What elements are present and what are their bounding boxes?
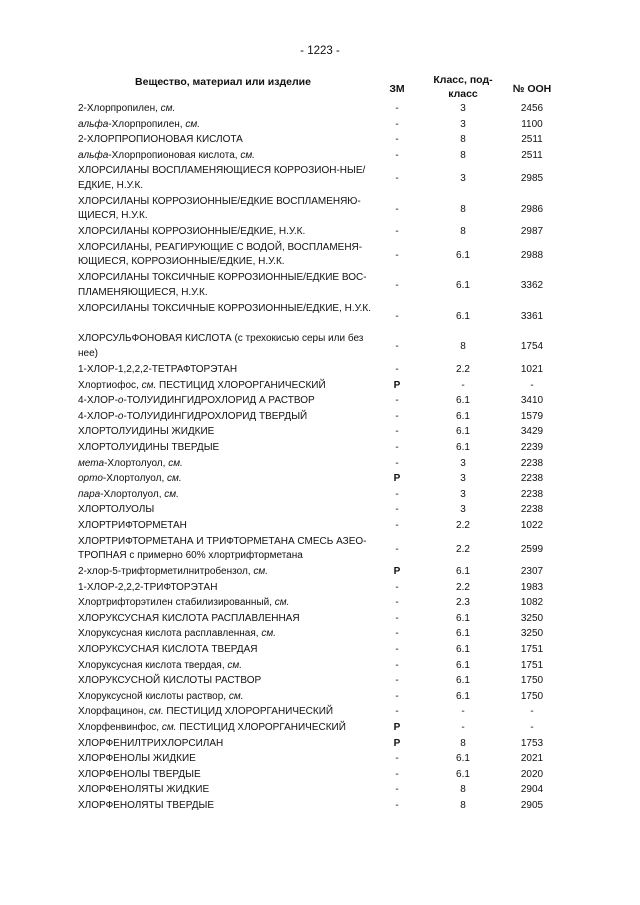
un-number: 1754 — [520, 341, 544, 353]
class-value: - — [461, 379, 465, 391]
name-main: 1-ХЛОР-2,2,2-ТРИФТОРЭТАН — [78, 581, 218, 593]
name-main: ХЛОРСИЛАНЫ КОРРОЗИОННЫЕ/ЕДКИЕ ВОСПЛАМЕНЯЮ-ЩИЕСЯ, Н.У.К. — [78, 195, 361, 222]
class-value: 6.1 — [456, 768, 470, 780]
zm-value: - — [395, 226, 399, 238]
class-value: 6.1 — [456, 426, 470, 438]
name-main: ХЛОРСИЛАНЫ КОРРОЗИОННЫЕ/ЕДКИЕ, Н.У.К. — [78, 226, 306, 238]
class-value: - — [461, 706, 465, 718]
table-row — [0, 580, 640, 596]
substance-name — [78, 488, 378, 503]
un-number: 1753 — [520, 737, 544, 749]
substance-name — [78, 332, 378, 361]
substance-name — [78, 596, 378, 611]
un-number: 2599 — [520, 543, 544, 555]
name-main: ПЕСТИЦИД ХЛОРОРГАНИЧЕСКИЙ — [176, 721, 346, 733]
name-see-ref: см. — [164, 488, 179, 500]
table-row — [0, 658, 640, 674]
zm-value: P — [393, 473, 401, 485]
class-value: 8 — [460, 799, 466, 811]
name-main: -Хлорпропионовая кислота, — [108, 149, 241, 161]
name-main: ХЛОРУКСУСНАЯ КИСЛОТА ТВЕРДАЯ — [78, 643, 258, 655]
name-main: ПЕСТИЦИД ХЛОРОРГАНИЧЕСКИЙ — [156, 379, 326, 391]
substance-name — [78, 705, 378, 720]
substance-name — [78, 519, 378, 534]
table-row — [0, 409, 640, 425]
zm-value: - — [395, 643, 399, 655]
zm-value: - — [395, 488, 399, 500]
un-number: 2511 — [521, 134, 543, 146]
name-main: ХЛОРФЕНОЛЫ ТВЕРДЫЕ — [78, 768, 201, 780]
table-row — [0, 611, 640, 627]
zm-value: - — [395, 118, 399, 130]
name-main: ХЛОРФЕНОЛЯТЫ ЖИДКИЕ — [78, 784, 210, 796]
un-number: 1100 — [521, 118, 543, 130]
table-row — [0, 424, 640, 440]
table-row — [0, 440, 640, 456]
substance-name — [78, 690, 378, 705]
un-number: 1983 — [520, 581, 544, 593]
table-row — [0, 595, 640, 611]
zm-value: - — [395, 395, 399, 407]
table-row — [0, 720, 640, 736]
substance-name — [78, 410, 378, 425]
name-main: ХЛОРУКСУСНАЯ КИСЛОТА РАСПЛАВЛЕННАЯ — [78, 612, 300, 624]
substance-name — [78, 457, 378, 472]
table-row — [0, 704, 640, 720]
class-value: 6.1 — [456, 280, 470, 292]
zm-value: P — [393, 379, 401, 391]
name-see-ref: см. — [228, 690, 244, 702]
zm-value: - — [395, 612, 399, 624]
header-zm: ЗМ — [389, 83, 405, 95]
name-main: -Хлортолуол, — [104, 457, 169, 469]
zm-value: - — [395, 310, 399, 322]
name-main: ХЛОРТОЛУИДИНЫ ТВЕРДЫЕ — [78, 441, 220, 453]
class-value: 6.1 — [456, 566, 470, 577]
un-number: 2905 — [520, 799, 544, 811]
un-number: 1750 — [520, 675, 544, 687]
name-prefix: Хлорфенвинфос, — [78, 721, 162, 733]
name-main: Хлоруксусная кислота твердая, — [78, 659, 228, 671]
table-row — [0, 626, 640, 642]
un-number: 3410 — [520, 395, 544, 407]
class-value: 6.1 — [456, 659, 470, 671]
class-value: 8 — [460, 134, 466, 146]
substance-name — [78, 612, 378, 627]
name-italic: о — [117, 410, 124, 422]
class-value: 3 — [460, 473, 466, 485]
name-italic: альфа — [78, 149, 109, 161]
zm-value: - — [395, 280, 399, 292]
substance-name — [78, 118, 378, 133]
name-main: 2-ХЛОРПРОПИОНОВАЯ КИСЛОТА — [78, 134, 243, 146]
un-number: 1750 — [520, 690, 544, 702]
zm-value: P — [393, 737, 401, 749]
substance-name — [78, 721, 378, 736]
table-row — [0, 224, 640, 240]
zm-value: - — [395, 628, 399, 640]
zm-value: - — [395, 659, 399, 671]
name-italic: орто — [78, 473, 103, 485]
class-value: 6.1 — [456, 628, 470, 640]
header-class — [425, 73, 501, 101]
name-main: Хлоруксусной кислоты раствор, — [78, 690, 229, 702]
substance-name — [78, 627, 378, 642]
table-row — [0, 689, 640, 705]
class-value: 2.2 — [456, 581, 470, 593]
substance-name — [78, 225, 378, 240]
substance-name — [78, 643, 378, 658]
name-italic: см. — [161, 721, 177, 733]
zm-value: - — [395, 441, 399, 453]
name-main: ХЛОРСИЛАНЫ ТОКСИЧНЫЕ КОРРОЗИОННЫЕ/ЕДКИЕ ВОС-ПЛАМЕНЯЮЩИЕСЯ, Н.У.К. — [78, 272, 367, 298]
zm-value: - — [395, 457, 399, 469]
name-see-ref: см. — [227, 659, 243, 671]
zm-value: - — [395, 134, 399, 146]
un-number: 2986 — [520, 203, 544, 215]
table-row — [0, 194, 640, 225]
name-main: -ТОЛУИДИНГИДРОХЛОРИД А РАСТВОР — [123, 395, 315, 407]
substance-name — [78, 102, 378, 117]
un-number: 2239 — [520, 441, 544, 453]
un-number: 1021 — [520, 363, 544, 375]
table-row — [0, 751, 640, 767]
substance-name — [78, 133, 378, 148]
class-value: 8 — [460, 341, 466, 353]
substance-name — [78, 302, 378, 317]
un-number: 2985 — [520, 173, 544, 185]
zm-value: - — [395, 504, 399, 516]
zm-value: - — [395, 410, 399, 422]
substance-name — [78, 363, 378, 378]
name-main: 1-ХЛОР-1,2,2,2-ТЕТРАФТОРЭТАН — [78, 363, 238, 375]
name-see-ref: см. — [168, 457, 183, 469]
name-main: ПЕСТИЦИД ХЛОРОРГАНИЧЕСКИЙ — [163, 706, 334, 718]
zm-value: - — [395, 103, 399, 114]
name-see-ref: см. — [274, 597, 290, 609]
class-value: 2.3 — [456, 597, 470, 609]
class-value: 6.1 — [456, 643, 470, 655]
un-number: 3429 — [520, 426, 544, 438]
name-prefix: Хлорфацинон, — [78, 706, 150, 718]
un-number: 1751 — [520, 643, 544, 655]
substance-name — [78, 503, 378, 518]
class-value: 3 — [460, 488, 466, 500]
page-number: - 1223 - — [300, 45, 340, 57]
zm-value: P — [393, 721, 401, 733]
name-italic: см. — [141, 379, 157, 391]
name-main: ХЛОРФЕНОЛЯТЫ ТВЕРДЫЕ — [78, 799, 214, 811]
zm-value: - — [395, 768, 399, 780]
table-row — [0, 240, 640, 271]
zm-value: - — [395, 597, 399, 609]
zm-value: - — [395, 341, 399, 353]
class-value: 6.1 — [456, 690, 470, 702]
header-class-line1: Класс, под- — [433, 74, 493, 86]
table-row — [0, 148, 640, 164]
zm-value: P — [393, 566, 401, 577]
un-number: 2238 — [520, 457, 544, 469]
name-main: ХЛОРСИЛАНЫ, РЕАГИРУЮЩИЕ С ВОДОЙ, ВОСПЛАМЕНЯ-ЮЩИЕСЯ, КОРРОЗИОННЫЕ/ЕДКИЕ, Н.У.К. — [78, 241, 363, 268]
un-number: 2988 — [520, 249, 544, 261]
class-value: 6.1 — [456, 249, 470, 261]
substance-name — [78, 737, 378, 752]
substance-name — [78, 768, 378, 783]
un-number: 2456 — [520, 103, 544, 114]
name-main: ХЛОРТОЛУИДИНЫ ЖИДКИЕ — [78, 426, 215, 438]
name-italic: пара — [78, 488, 101, 500]
name-prefix: Хлортиофос, — [78, 379, 142, 391]
zm-value: - — [395, 543, 399, 555]
table-row — [0, 270, 640, 301]
table-row — [0, 378, 640, 394]
table-row — [0, 767, 640, 783]
table-row — [0, 487, 640, 503]
substance-name — [78, 752, 378, 767]
class-value: - — [461, 721, 465, 733]
un-number: - — [530, 379, 534, 391]
class-value: 2.2 — [456, 519, 470, 531]
un-number: 2238 — [520, 473, 544, 485]
class-value: 6.1 — [456, 410, 470, 422]
zm-value: - — [395, 426, 399, 438]
substance-name — [78, 271, 378, 300]
name-prefix: 4-ХЛОР- — [78, 410, 118, 422]
un-number: - — [530, 706, 534, 718]
name-prefix: 4-ХЛОР- — [78, 395, 118, 407]
table-row — [0, 673, 640, 689]
zm-value: - — [395, 784, 399, 796]
un-number: 2238 — [520, 504, 544, 516]
zm-value: - — [395, 581, 399, 593]
name-main: -Хлортолуол, — [100, 488, 165, 500]
zm-value: - — [395, 706, 399, 718]
un-number: 3362 — [520, 280, 544, 292]
un-number: 2307 — [520, 566, 544, 577]
table-row — [0, 782, 640, 798]
name-main: ХЛОРФЕНОЛЫ ЖИДКИЕ — [78, 753, 196, 765]
class-value: 8 — [460, 226, 466, 238]
table-row — [0, 502, 640, 518]
un-number: 3361 — [520, 310, 544, 322]
header-class-line2: класс — [448, 88, 478, 100]
name-main: 2-Хлорпропилен, — [78, 103, 161, 114]
class-value: 3 — [460, 457, 466, 469]
name-see-ref: см. — [167, 473, 182, 485]
substance-name — [78, 472, 378, 487]
un-number: 3250 — [520, 628, 544, 640]
un-number: 2021 — [520, 753, 544, 765]
name-see-ref: см. — [185, 118, 200, 130]
un-number: 2987 — [520, 226, 544, 238]
zm-value: - — [395, 753, 399, 765]
name-italic: о — [117, 395, 124, 407]
table-row — [0, 163, 640, 194]
class-value: 6.1 — [456, 612, 470, 624]
table-row — [0, 362, 640, 378]
class-value: 3 — [460, 504, 466, 516]
class-value: 6.1 — [456, 753, 470, 765]
substance-name — [78, 565, 378, 580]
class-value: 8 — [460, 784, 466, 796]
header-un-number: № ООН — [512, 83, 552, 95]
zm-value: - — [395, 675, 399, 687]
name-see-ref: см. — [240, 149, 255, 161]
table-row — [0, 642, 640, 658]
name-italic: см. — [149, 706, 164, 718]
substance-name — [78, 659, 378, 674]
substance-name — [78, 581, 378, 596]
class-value: 6.1 — [456, 441, 470, 453]
name-main: Хлоруксусная кислота расплавленная, — [78, 628, 262, 640]
name-main: ХЛОРСИЛАНЫ ВОСПЛАМЕНЯЮЩИЕСЯ КОРРОЗИОН-НЫЕ/ЕДКИЕ, Н.У.К. — [78, 165, 366, 191]
un-number: 1579 — [520, 410, 544, 422]
substance-name — [78, 241, 378, 270]
class-value: 2.2 — [456, 363, 470, 375]
name-main: ХЛОРУКСУСНОЙ КИСЛОТЫ РАСТВОР — [78, 675, 262, 687]
class-value: 3 — [460, 103, 466, 114]
zm-value: - — [395, 363, 399, 375]
name-italic: мета — [78, 457, 105, 469]
un-number: - — [530, 721, 534, 733]
table-row — [0, 518, 640, 534]
un-number: 1751 — [520, 659, 544, 671]
name-main: -Хлортолуол, — [102, 473, 168, 485]
substance-name — [78, 441, 378, 456]
substance-name — [78, 425, 378, 440]
name-see-ref: см. — [261, 628, 276, 640]
name-main: 2-хлор-5-трифторметилнитробензол, — [78, 566, 254, 577]
name-main: ХЛОРФЕНИЛТРИХЛОРСИЛАН — [78, 737, 224, 749]
zm-value: - — [395, 690, 399, 702]
name-see-ref: см. — [160, 103, 176, 114]
substance-name — [78, 783, 378, 798]
table-row — [0, 301, 640, 332]
un-number: 2238 — [520, 488, 544, 500]
name-main: Хлортрифторэтилен стабилизированный, — [78, 597, 275, 609]
name-main: ХЛОРСУЛЬФОНОВАЯ КИСЛОТА (с трехокисью серы или без нее) — [78, 333, 364, 359]
substance-name — [78, 535, 378, 564]
zm-value: - — [395, 203, 399, 215]
table-row — [0, 101, 640, 117]
un-number: 2904 — [520, 784, 544, 796]
name-main: ХЛОРТРИФТОРМЕТАНА И ТРИФТОРМЕТАНА СМЕСЬ АЗЕО-ТРОПНАЯ с примерно 60% хлортрифторметана — [78, 535, 367, 561]
un-number: 2511 — [521, 149, 543, 161]
zm-value: - — [395, 173, 399, 185]
table-row — [0, 456, 640, 472]
substance-name — [78, 149, 378, 164]
name-main: ХЛОРСИЛАНЫ ТОКСИЧНЫЕ КОРРОЗИОННЫЕ/ЕДКИЕ, Н.У.К. — [78, 302, 372, 314]
table-row — [0, 564, 640, 580]
class-value: 3 — [460, 173, 466, 185]
name-main: -ТОЛУИДИНГИДРОХЛОРИД ТВЕРДЫЙ — [123, 410, 308, 422]
zm-value: - — [395, 249, 399, 261]
un-number: 2020 — [520, 768, 544, 780]
un-number: 1022 — [520, 519, 544, 531]
substance-name — [78, 164, 378, 193]
substance-name — [78, 799, 378, 814]
class-value: 6.1 — [456, 395, 470, 407]
table-row — [0, 132, 640, 148]
substance-name — [78, 379, 378, 394]
substance-table — [0, 101, 640, 814]
table-row — [0, 471, 640, 487]
table-row — [0, 117, 640, 133]
un-number: 3250 — [520, 612, 544, 624]
header-substance: Вещество, материал или изделие — [135, 76, 311, 88]
class-value: 8 — [460, 737, 466, 749]
name-main: -Хлорпропилен, — [108, 118, 186, 130]
name-italic: альфа — [78, 118, 109, 130]
table-row — [0, 331, 640, 362]
class-value: 6.1 — [456, 675, 470, 687]
table-row — [0, 393, 640, 409]
zm-value: - — [395, 519, 399, 531]
substance-name — [78, 674, 378, 689]
table-row — [0, 798, 640, 814]
zm-value: - — [395, 799, 399, 811]
name-main: ХЛОРТРИФТОРМЕТАН — [78, 519, 187, 531]
class-value: 8 — [460, 203, 466, 215]
name-main: ХЛОРТОЛУОЛЫ — [78, 504, 155, 516]
substance-name — [78, 195, 378, 224]
zm-value: - — [395, 149, 399, 161]
class-value: 3 — [460, 118, 466, 130]
class-value: 6.1 — [456, 310, 470, 322]
substance-name — [78, 394, 378, 409]
table-row — [0, 736, 640, 752]
name-see-ref: см. — [253, 566, 268, 577]
un-number: 1082 — [520, 597, 544, 609]
class-value: 8 — [460, 149, 466, 161]
table-row — [0, 534, 640, 565]
class-value: 2.2 — [456, 543, 470, 555]
